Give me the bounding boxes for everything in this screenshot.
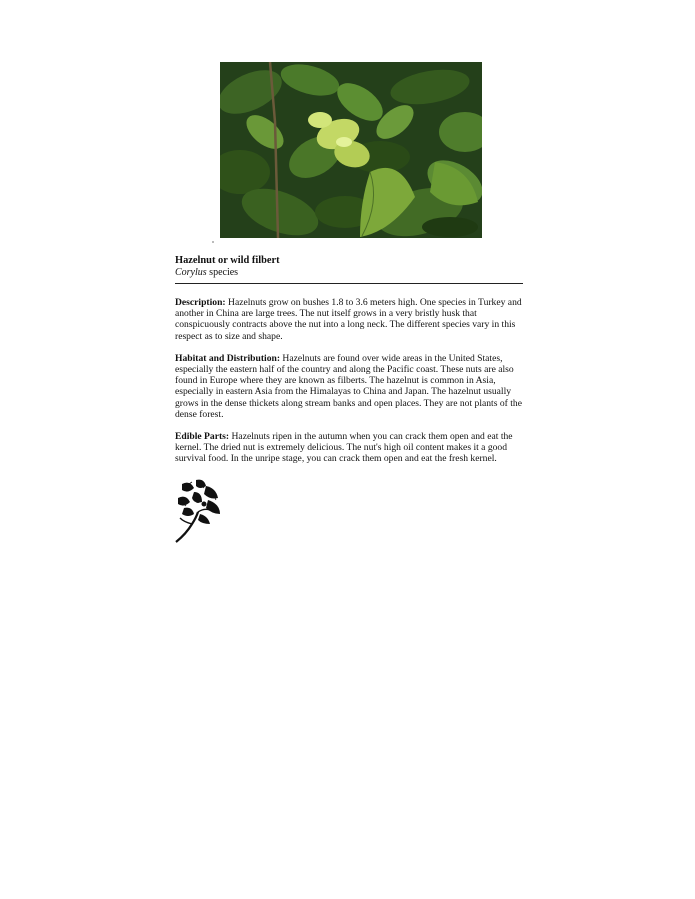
latin-suffix: species: [206, 267, 239, 278]
section-description: [175, 297, 525, 342]
plant-description: [175, 297, 525, 476]
header-divider: [175, 283, 523, 284]
section-heading: Edible Parts:: [175, 431, 230, 443]
section-text: Hazelnuts are found over wide areas in the United States, especially the eastern half of the country and along the Pacific coast. These nuts are also found in Europe where they are known as filberts. The hazelnut is common in Asia, especially in eastern Asia from the Himalayas to China and Japan. The hazelnut usually grows in the dense thickets along stream banks and open places. They are not plants of the dense forest.: [175, 352, 522, 420]
photo-mark: [212, 241, 214, 243]
latin-genus: Corylus: [175, 267, 207, 278]
latin-name-line: [175, 267, 523, 279]
hazelnut-sketch-illustration: [174, 478, 224, 544]
plant-title: Hazelnut or wild filbert: [175, 255, 280, 266]
section-text: Hazelnuts grow on bushes 1.8 to 3.6 meters high. One species in Turkey and another in China are large trees. The nut itself grows in a very bristly husk that conspicuously contracts above the nut into a long neck. The different species vary in this respect as to size and shape.: [175, 297, 522, 342]
hazelnut-photo: [220, 62, 482, 238]
section-heading: Habitat and Distribution:: [175, 352, 281, 364]
section-edible-parts: [175, 431, 525, 465]
hazelnut-sketch: [174, 478, 224, 544]
section-habitat: [175, 353, 525, 420]
section-text: Hazelnuts ripen in the autumn when you can crack them open and eat the kernel. The dried nut is extremely delicious. The nut's high oil content makes it a good survival food. In the unripe stage, you can crack them open and eat the fresh kernel.: [175, 431, 513, 465]
hazelnut-photo-illustration: [220, 62, 482, 238]
section-heading: Description:: [175, 297, 226, 308]
plant-header: [175, 255, 523, 279]
